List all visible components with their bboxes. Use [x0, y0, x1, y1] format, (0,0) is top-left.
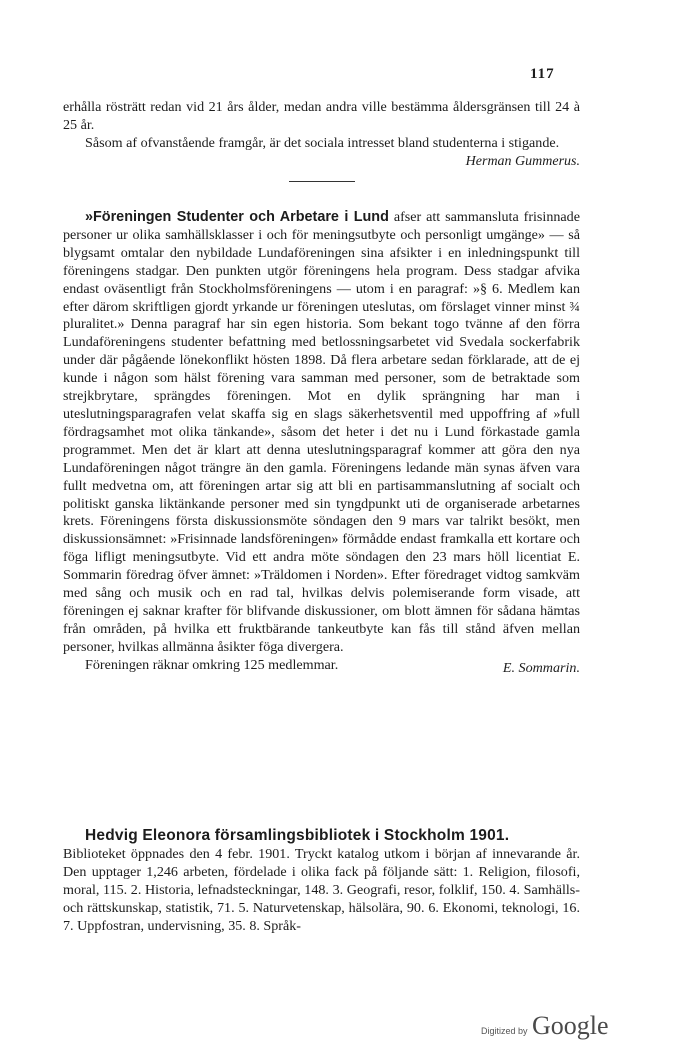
paragraph-lund-association [63, 209, 580, 657]
section-voting-age [63, 99, 580, 198]
digitized-by-label: Digitized by [481, 1026, 528, 1036]
paragraph-social-interest: Såsom af ofvanstående framgår, är det sociala intresset bland studenterna i stigande. [85, 134, 560, 151]
body-lund-association: afser att sammansluta frisinnade personer ur olika samhällsklasser i och för meningsutbyte och personligt umgänge» — så blygsamt omtalar den nybildade Lundaföreningen sina afsikter i en inledningspunkt till föreningens stadgar. Den punkten utgör föreningens hela program. Dess stadgar afvika endast oväsentligt från Stockholmsföreningens — utom i en paragraf: »§ 6. Medlem kan efter därom skriftligen gjordt yrkande ur föreningen uteslutas, om förslaget vinner minst ¾ pluralitet.» Denna paragraf har sin egen historia. Som bekant togo tvänne af den förra Lundaföreningens studenter befattning med betlossningsarbetet vid Svedala sockerfabrik under där pågående lönekonflikt hösten 1898. Då flera arbetare sedan förklarade, att de ej kunde i någon som hälst förening vara samman med personer, som de betraktade som strejkbrytare, sprängdes föreningen. Mot en dylik sprängning har man i uteslutningsparagrafen velat skaffa sig en slags säkerhetsventil med uppoffring af »full fördragsamhet mot olika tänkande», såsom det heter i det nu i Lund förkastade gamla programmet. Men det är klart att denna uteslutningsparagraf kommer att göra den nya Lundaföreningen något trängre än den gamla. Föreningens ledande män synas äfven vara fullt medvetna om, att föreningen artar sig att bli en partisammanslutning af socialt och politiskt ganska liktänkande personer med sin tyngdpunkt uti de organiserade arbetarnes krets. Föreningens första diskussionsmöte söndagen den 9 mars var talrikt besökt, men diskussionsämnet: »Frisinnade landsföreningen» förmådde endast framkalla ett kortare och föga lifligt meningsutbyte. Vid ett andra möte söndagen den 23 mars höll licentiat E. Sommarin föredrag öfver ämnet: »Träldomen i Norden». Efter föredraget vidtog samkväm med sång och musik och en rad tal, hvilkas delvis polemiserande form visade, att föreningen ej saknar krafter för blifvande diskussioner, om blott ämnen för sådana hämtas från områden, på hvilka ett fruktbärande tankeutbyte kan fås till stånd äfven mellan personer, hvilkas allmänna åsikter föga divergera. [63, 209, 580, 655]
paragraph-membership [63, 657, 580, 675]
heading-library-wrap [63, 827, 580, 846]
page-number: 117 [530, 66, 555, 82]
signature-gummerus: Herman Gummerus. [465, 153, 580, 169]
digitized-by-google-watermark [481, 1011, 609, 1041]
google-logo: Google [531, 1011, 609, 1040]
section-library [63, 827, 580, 935]
section-divider [289, 181, 355, 182]
heading-lund-association: »Föreningen Studenter och Arbetare i Lund [85, 209, 389, 225]
section-lund-association [63, 209, 580, 678]
paragraph-voting-age: erhålla rösträtt redan vid 21 års ålder, medan andra ville bestämma åldersgränsen till 24 à 25 år. [63, 99, 580, 133]
signature-sommarin: E. Sommarin. [502, 659, 580, 676]
paragraph-library: Biblioteket öppnades den 4 febr. 1901. Tryckt katalog utkom i början af innevarande år. Den upptager 1,246 arbeten, fördelade i olika fack på följande sätt: 1. Religion, filosofi, moral, 115. 2. Historia, lefnadsteckningar, 148. 3. Geografi, resor, folklif, 150. 4. Samhälls- och rättskunskap, statistik, 71. 5. Naturvetenskap, hälsolära, 90. 6. Ekonomi, teknologi, 16. 7. Uppfostran, undervisning, 35. 8. Språk- [63, 845, 580, 934]
membership-count: Föreningen räknar omkring 125 medlemmar. [85, 656, 339, 673]
heading-library: Hedvig Eleonora församlingsbibliotek i Stockholm 1901. [85, 827, 510, 844]
